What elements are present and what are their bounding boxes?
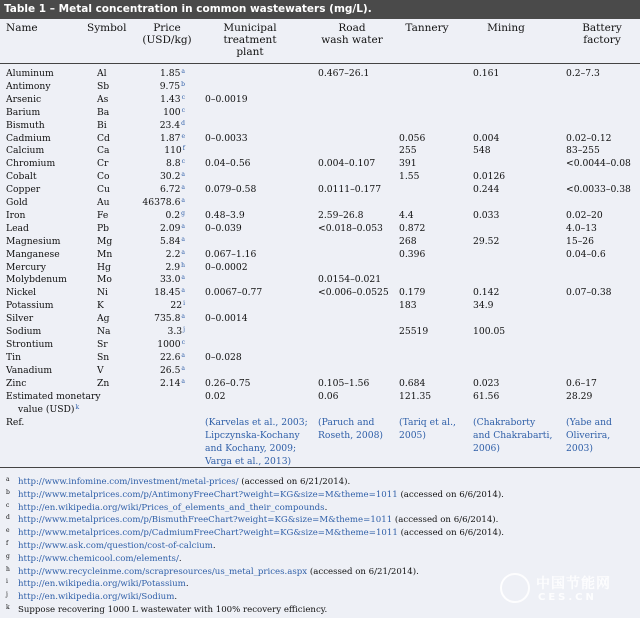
cell-name: Chromium [6, 158, 56, 170]
cell-price: 22$^i$ [170, 300, 185, 312]
cell-tannery: 0.684 [399, 377, 426, 389]
cell-symbol: Sn [97, 351, 110, 363]
cell-battery: 0.02–20 [566, 209, 603, 221]
table-row [0, 364, 640, 377]
watermark-logo [500, 571, 634, 609]
footnote-marker: f [182, 145, 185, 153]
cell-mining: 0.161 [473, 68, 500, 79]
cell-municipal: 0.067–1.16 [205, 248, 257, 260]
cell-mining: 0.142 [473, 287, 500, 299]
table-row [0, 235, 640, 248]
footnote-marker: j [183, 326, 185, 333]
cell-symbol: Ca [97, 145, 110, 157]
cell-symbol: Mn [97, 248, 113, 260]
cell-symbol: Sr [97, 338, 108, 350]
monetary-tannery: 121.35 [399, 391, 432, 402]
cell-tannery: 183 [399, 300, 417, 312]
cell-tannery: 0.396 [399, 248, 426, 260]
cell-battery: <0.0033–0.38 [566, 184, 631, 196]
cell-name: Nickel [6, 287, 37, 299]
cell-price: 9.75$^b$ [159, 80, 185, 92]
cell-name: Cobalt [6, 171, 37, 183]
cell-price: 22.6$^a$ [159, 351, 185, 363]
cell-battery: 0.2–7.3 [566, 68, 600, 79]
footnote-mark: h [6, 565, 10, 573]
cell-price: 6.72$^a$ [159, 184, 185, 196]
footnote-link[interactable]: http://en.wikipedia.org/wiki/Sodium [18, 592, 175, 603]
footnote-link[interactable]: http://www.metalprices.com/p/CadmiumFreeChart?weight=KG&size=M&theme=1011 [18, 528, 398, 539]
footnote-link[interactable]: http://en.wikipedia.org/wiki/Prices_of_elements_and_their_compounds [18, 502, 325, 513]
cell-battery: 0.04–0.6 [566, 248, 606, 260]
footnote-item [6, 601, 327, 618]
header-price: Price (USD/kg) [142, 22, 192, 46]
header-symbol: Symbol [87, 22, 127, 34]
table-row [0, 338, 640, 351]
cell-symbol: As [97, 93, 109, 105]
footnote-link[interactable]: http://www.recycleinme.com/scrapresources/us_metal_prices.aspx [18, 566, 308, 577]
cell-name: Vanadium [6, 364, 53, 376]
cell-municipal: 0–0.0019 [205, 93, 248, 105]
table-title: Table 1 – Metal concentration in common wastewaters (mg/L). [0, 0, 640, 19]
cell-battery: 15–26 [566, 235, 594, 247]
cell-municipal: 0.26–0.75 [205, 377, 251, 389]
cell-symbol: Ni [97, 287, 108, 299]
cell-tannery: 0.872 [399, 222, 426, 234]
cell-price: 1.87e [159, 132, 185, 144]
cell-symbol: Bi [97, 119, 107, 131]
header-rule [0, 63, 640, 64]
cell-road: <0.018–0.053 [318, 222, 383, 234]
footnote-mark: g [6, 552, 10, 560]
cell-symbol: K [97, 300, 104, 312]
cell-symbol: Mo [97, 274, 112, 286]
cell-battery: 4.0–13 [566, 222, 597, 234]
cell-name: Magnesium [6, 235, 61, 247]
cell-municipal: 0.48–3.9 [205, 209, 245, 221]
footnote-text: . [185, 579, 189, 590]
footnote-marker: a [181, 222, 185, 230]
footnote-marker: d [181, 119, 185, 127]
footnote-text: (accessed on 6/6/2014). [392, 515, 499, 526]
cell-mining: 34.9 [473, 300, 494, 312]
cell-name: Aluminum [6, 68, 54, 79]
cell-tannery: 391 [399, 158, 417, 170]
table-row [0, 93, 640, 106]
watermark-line2: CES.CN [538, 592, 597, 603]
cell-name: Gold [6, 197, 28, 208]
header-tannery: Tannery [405, 22, 449, 34]
cell-name: Zinc [6, 377, 27, 389]
cell-battery: <0.0044–0.08 [566, 158, 631, 170]
monetary-row-2 [0, 403, 640, 416]
footnote-marker: e [181, 132, 185, 140]
monetary-label: Estimated monetary [6, 391, 101, 402]
cell-symbol: Pb [97, 222, 110, 234]
cell-price: 23.4$^d$ [159, 119, 185, 131]
cell-road: <0.006–0.0525 [318, 287, 389, 299]
footnote-marker: b [181, 80, 185, 88]
table-row [0, 209, 640, 222]
cell-price: 2.2$^a$ [165, 248, 185, 260]
cell-symbol: Na [97, 326, 111, 337]
table-row [0, 157, 640, 170]
cell-symbol: Ba [97, 106, 110, 118]
table-row [0, 119, 640, 132]
ref-municipal: (Karvelas et al., 2003; Lipczynska-Kochany and Kochany, 2009; Varga et al., 2013) [205, 417, 308, 467]
monetary-road: 0.06 [318, 391, 339, 402]
footnote-text: (accessed on 6/21/2014). [238, 477, 351, 487]
cell-price: 30.2$^a$ [159, 171, 185, 183]
cell-name: Potassium [6, 300, 54, 312]
cell-price: 2.9$^h$ [165, 261, 185, 273]
footnote-marker: a [181, 235, 185, 243]
footnote-text: Suppose recovering 1000 L wastewater with 100% recovery efficiency. [18, 605, 328, 615]
cell-name: Calcium [6, 145, 45, 157]
table-row [0, 170, 640, 183]
footnote-marker: c [181, 158, 185, 166]
table-row [0, 377, 640, 390]
table-row [0, 222, 640, 235]
table-row [0, 80, 640, 93]
footnote-text: (accessed on 6/6/2014). [397, 528, 505, 539]
cell-mining: 100.05 [473, 326, 506, 337]
cell-symbol: Mg [97, 235, 113, 247]
header-battery: Battery factory [582, 22, 622, 46]
table-row [0, 351, 640, 364]
footnote-link[interactable]: http://www.chemicool.com/elements/ [18, 553, 179, 564]
cell-price: 18.45$^a$ [154, 287, 185, 299]
cell-name: Mercury [6, 261, 46, 273]
table-row [0, 67, 640, 80]
cell-municipal: 0.079–0.58 [205, 184, 257, 196]
table-row [0, 106, 640, 119]
table-row [0, 196, 640, 209]
cell-municipal: 0–0.028 [205, 351, 242, 363]
cell-battery: 0.6–17 [566, 377, 597, 389]
cell-price: 2.09$^a$ [159, 222, 185, 234]
ref-tannery: (Tariq et al., 2005) [399, 417, 456, 441]
cell-road: 0.0154–0.021 [318, 274, 382, 286]
ref-road: (Paruch and Roseth, 2008) [318, 417, 384, 441]
footnote-text: . [174, 592, 178, 603]
footnote-link[interactable]: http://en.wikipedia.org/wiki/Potassium [18, 579, 186, 590]
cell-price: 5.84$^a$ [159, 235, 185, 247]
cell-municipal: 0–0.039 [205, 222, 242, 234]
footnote-mark: d [6, 514, 10, 522]
table-row [0, 261, 640, 274]
cell-municipal: 0.0067–0.77 [205, 287, 263, 299]
cell-road: 0.105–1.56 [318, 377, 370, 389]
monetary-mining: 61.56 [473, 391, 500, 402]
cell-name: Iron [6, 209, 26, 221]
footnote-marker: a [181, 351, 185, 359]
footnote-link[interactable]: http://www.infomine.com/investment/metal-prices/ [18, 477, 239, 487]
monetary-label-2: value (USD)$^k$ [18, 404, 80, 415]
cell-name: Barium [6, 106, 41, 118]
cell-price: 33.0$^a$ [159, 274, 185, 286]
cell-price: 1.43$^c$ [160, 93, 185, 105]
cell-name: Antimony [6, 80, 51, 92]
footnote-text: (accessed on 6/21/2014). [307, 566, 419, 577]
header-mining: Mining [487, 22, 525, 34]
cell-tannery: 25519 [399, 326, 429, 337]
footnote-mark: k [6, 604, 10, 611]
cell-road: 0.0111–0.177 [318, 184, 382, 196]
cell-municipal: 0–0.0014 [205, 313, 248, 325]
cell-name: Lead [6, 222, 29, 234]
footnote-marker: a [181, 68, 185, 75]
cell-symbol: Hg [97, 261, 111, 273]
table-row [0, 183, 640, 196]
cell-name: Bismuth [6, 119, 45, 131]
cell-price: 1.85$^a$ [159, 68, 185, 79]
watermark-line1: 中国节能网 [536, 576, 611, 592]
cell-name: Molybdenum [6, 274, 67, 286]
cell-symbol: Cu [97, 184, 110, 196]
cell-mining: 0.033 [473, 209, 500, 221]
cell-municipal: 0–0.0033 [205, 132, 248, 144]
footnote-mark: j [6, 591, 8, 599]
footnote-marker: c [181, 106, 185, 114]
table-row [0, 273, 640, 286]
footnote-marker: a [181, 184, 185, 192]
cell-road: 0.467–26.1 [318, 68, 370, 79]
ref-battery: (Yabe and Oliverira, 2003) [566, 417, 612, 454]
footnote-marker: c [181, 93, 185, 101]
cell-price: 735.8$^a$ [154, 313, 185, 325]
cell-name: Tin [6, 351, 21, 363]
header-name: Name [6, 22, 38, 34]
cell-mining: 548 [473, 145, 491, 157]
footnote-mark: f [6, 540, 9, 547]
header-road: Road wash water [321, 22, 383, 46]
cell-price: 1000$^c$ [157, 338, 185, 350]
table-row [0, 144, 640, 157]
cell-battery: 0.07–0.38 [566, 287, 612, 299]
table-bottom-rule [0, 467, 640, 468]
table-row [0, 132, 640, 145]
cell-price: 8.8$^c$ [166, 158, 185, 170]
cell-mining: 0.0126 [473, 171, 506, 183]
cell-symbol: Au [97, 197, 110, 208]
cell-mining: 0.004 [473, 132, 500, 144]
cell-tannery: 255 [399, 145, 417, 157]
table-row [0, 248, 640, 261]
cell-battery: 83–255 [566, 145, 600, 157]
footnote-link[interactable]: http://www.metalprices.com/p/AntimonyFreeChart?weight=KG&size=M&theme=1011 [18, 489, 398, 500]
header-municipal: Municipal treatment plant [223, 22, 277, 58]
footnote-marker: a [181, 171, 185, 179]
footnote-marker: a [181, 377, 185, 385]
footnote-marker: a [181, 248, 185, 256]
footnote-text: . [178, 553, 182, 564]
table-row [0, 312, 640, 325]
cell-mining: 0.023 [473, 377, 500, 389]
cell-symbol: Cd [97, 132, 110, 144]
cell-symbol: V [97, 364, 104, 376]
footnote-link[interactable]: http://www.metalprices.com/p/BismuthFreeChart?weight=KG&size=M&theme=1011 [18, 515, 393, 526]
cell-road: 0.004–0.107 [318, 158, 376, 170]
table-row [0, 286, 640, 299]
footnote-marker: a [181, 313, 185, 321]
ref-label: Ref. [6, 417, 25, 428]
footnote-mark: b [6, 488, 10, 496]
cell-name: Arsenic [6, 93, 42, 105]
cell-name: Copper [6, 184, 41, 196]
cell-name: Manganese [6, 248, 60, 260]
cell-tannery: 0.056 [399, 132, 426, 144]
cell-price: 100$^c$ [163, 106, 185, 118]
cell-symbol: Sb [97, 80, 110, 92]
ref-mining: (Chakraborty and Chakrabarti, 2006) [473, 417, 553, 454]
cell-price: 3.3$^j$ [167, 326, 185, 337]
cell-symbol: Cr [97, 158, 109, 170]
footnote-marker: a [181, 287, 185, 295]
footnote-mark: c [6, 501, 10, 509]
cell-price: 2.14$^a$ [159, 377, 185, 389]
footnote-marker: a [181, 197, 185, 204]
cell-mining: 0.244 [473, 184, 500, 196]
cell-price: 26.5$^a$ [159, 364, 185, 376]
footnote-marker: h [181, 261, 185, 269]
cell-name: Strontium [6, 338, 54, 350]
cell-symbol: Zn [97, 377, 110, 389]
footnote-mark: i [6, 578, 8, 586]
cell-price: 46378.6$^a$ [142, 197, 185, 208]
cell-mining: 29.52 [473, 235, 500, 247]
cell-symbol: Co [97, 171, 110, 183]
footnote-marker: c [181, 338, 185, 346]
footnote-marker: a [181, 364, 185, 372]
watermark-emblem-icon [500, 573, 530, 603]
footnote-text: . [212, 541, 216, 551]
table-row [0, 299, 640, 312]
cell-symbol: Al [97, 68, 107, 79]
footnote-marker: i [183, 300, 185, 308]
footnote-marker: a [181, 274, 185, 282]
cell-price: 0.2$^g$ [165, 209, 185, 221]
cell-price: 110$^f$ [164, 145, 185, 157]
cell-road: 2.59–26.8 [318, 209, 364, 221]
footnote-marker: k [75, 404, 80, 411]
cell-municipal: 0.04–0.56 [205, 158, 251, 170]
cell-symbol: Ag [97, 313, 110, 325]
footnote-link[interactable]: http://www.ask.com/question/cost-of-calcium [18, 541, 213, 551]
monetary-municipal: 0.02 [205, 391, 226, 402]
monetary-row [0, 390, 640, 403]
cell-tannery: 4.4 [399, 209, 414, 221]
footnote-marker: g [181, 209, 185, 217]
cell-name: Sodium [6, 326, 42, 337]
footnote-text: (accessed on 6/6/2014). [397, 489, 504, 500]
table-row [0, 325, 640, 338]
footnote-mark: e [6, 527, 10, 535]
footnote-text: . [324, 502, 328, 513]
cell-tannery: 0.179 [399, 287, 426, 299]
cell-symbol: Fe [97, 209, 109, 221]
cell-battery: 0.02–0.12 [566, 132, 612, 144]
footnote-mark: a [6, 476, 10, 483]
cell-name: Cadmium [6, 132, 51, 144]
cell-tannery: 1.55 [399, 171, 420, 183]
cell-tannery: 268 [399, 235, 417, 247]
cell-municipal: 0–0.0002 [205, 261, 248, 273]
monetary-battery: 28.29 [566, 391, 593, 402]
cell-name: Silver [6, 313, 34, 325]
